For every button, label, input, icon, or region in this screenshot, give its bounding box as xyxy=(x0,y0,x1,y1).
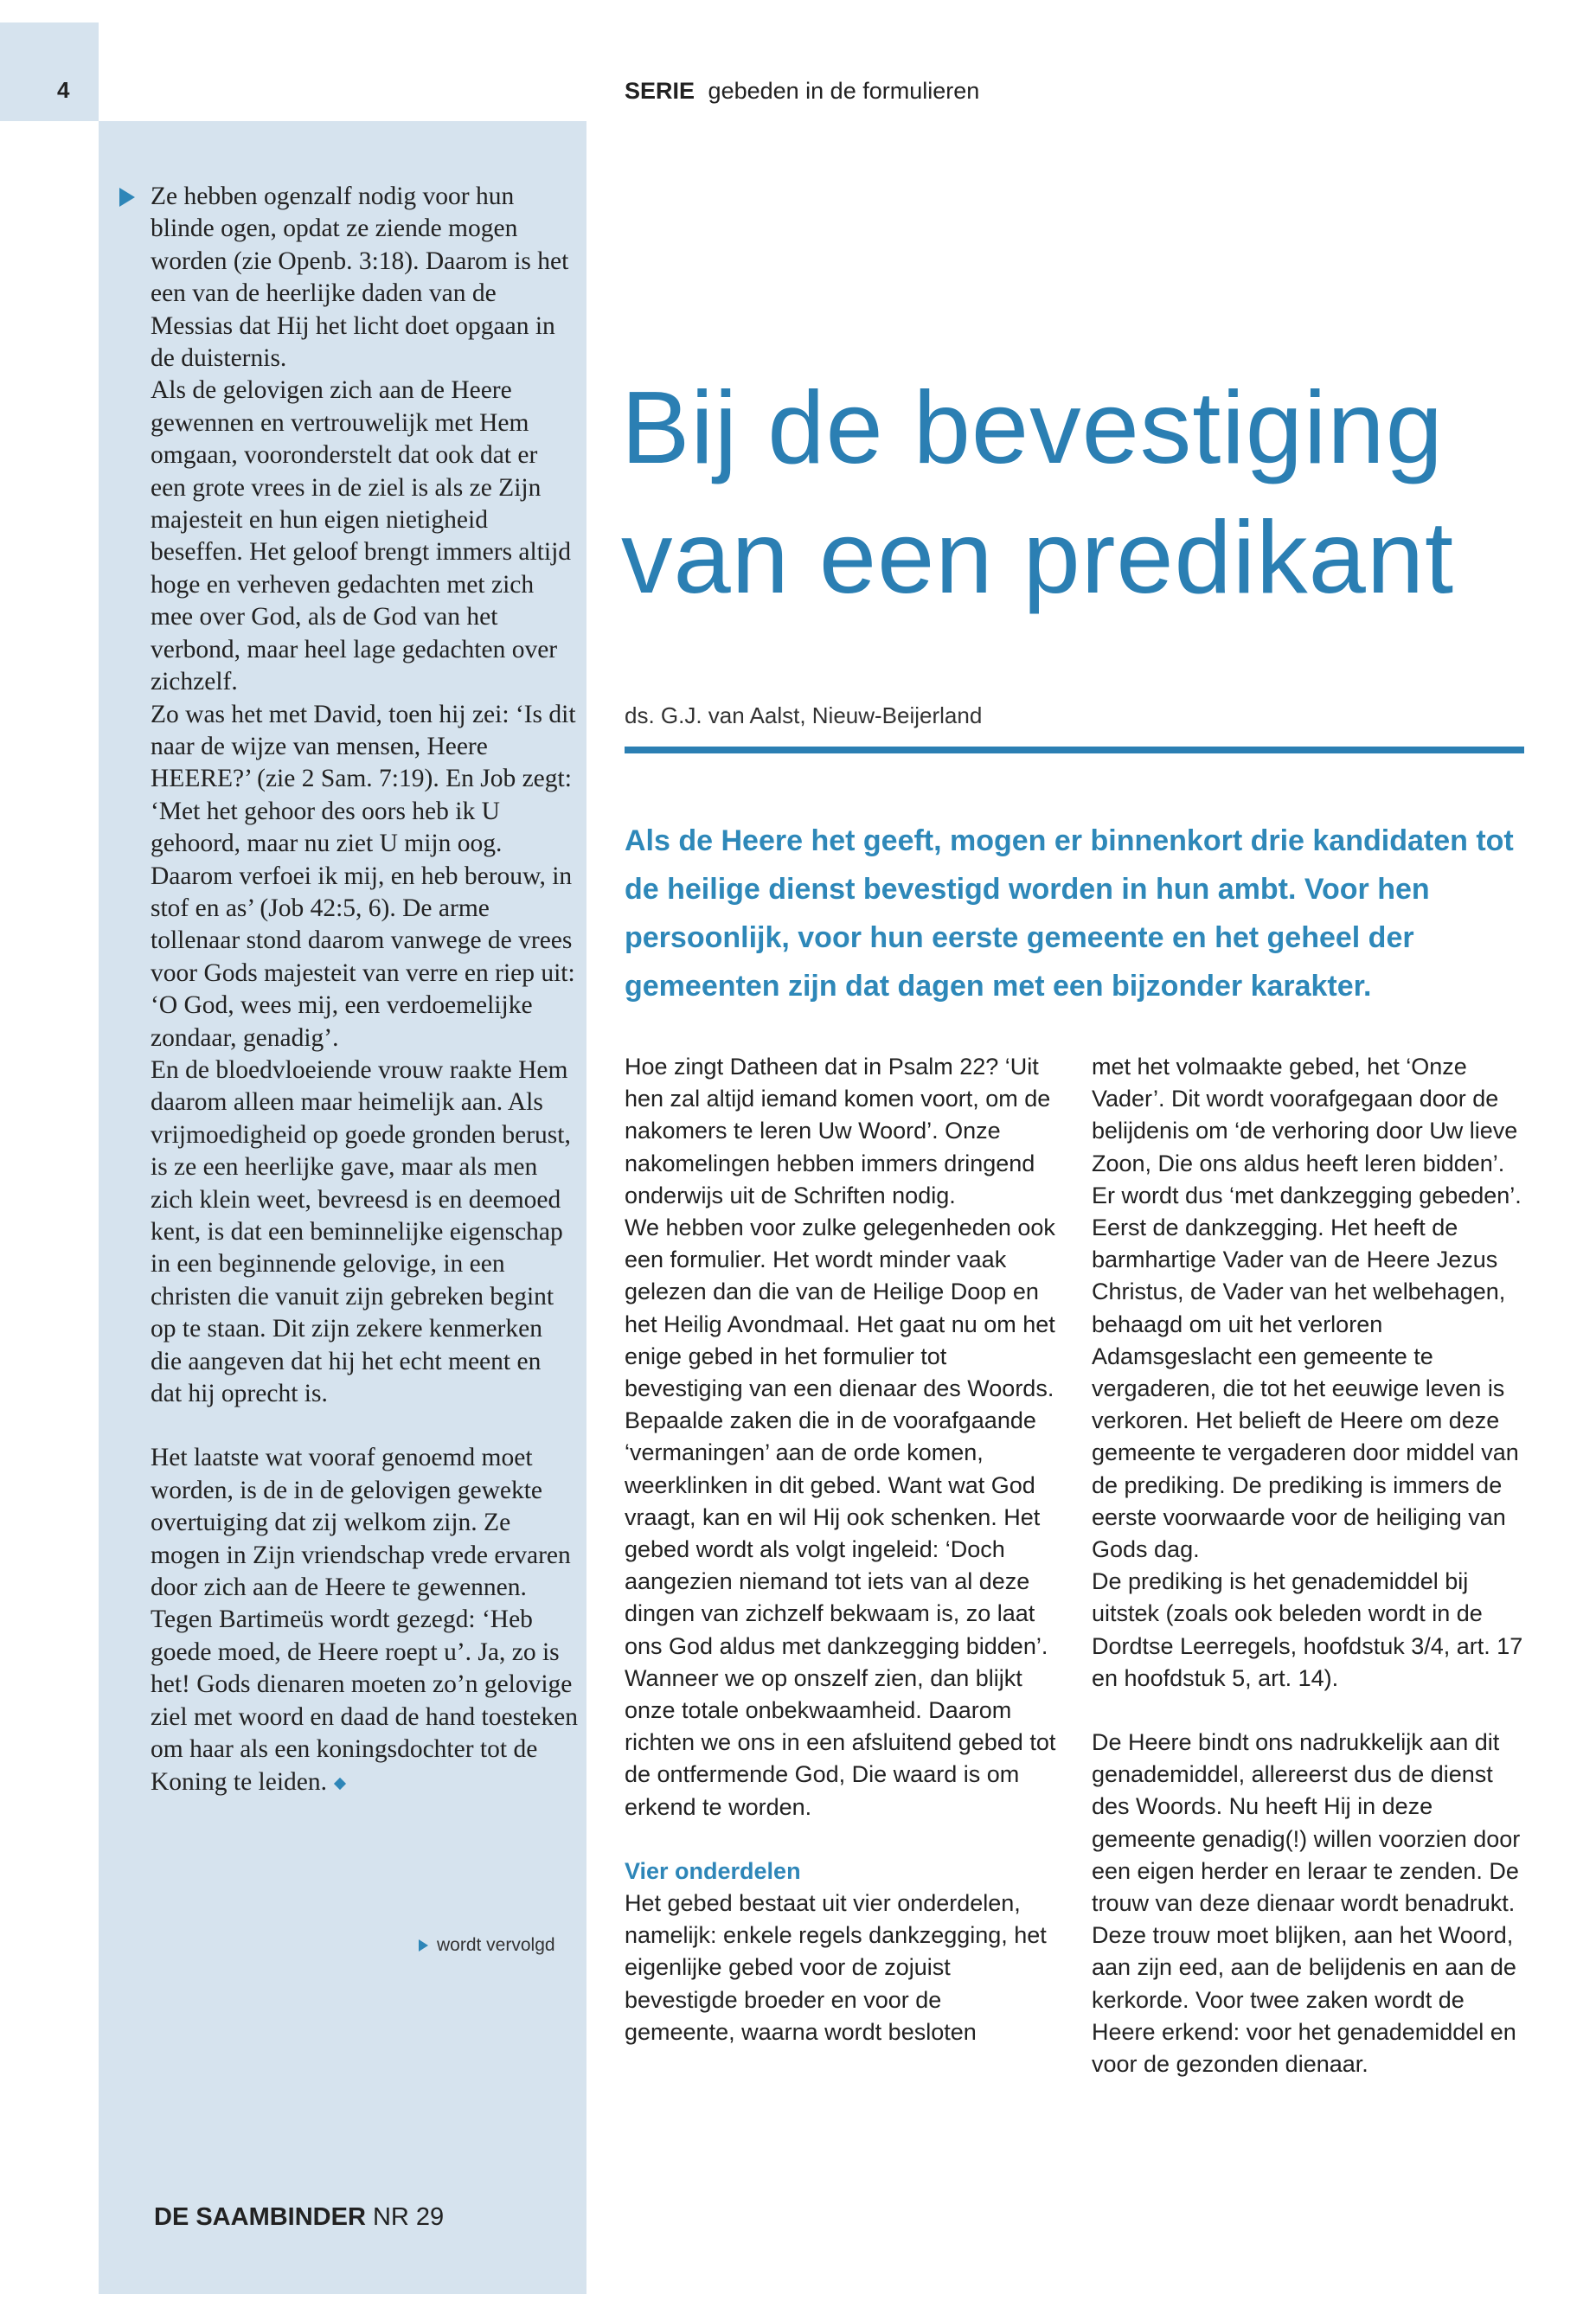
body-paragraph: Hoe zingt Datheen dat in Psalm 22? ‘Uit hen zal altijd iemand komen voort, om de nakomers te leren Uw Woord’. Onze nakomelingen hebben immers dringend onderwijs uit de Schriften nodig. xyxy=(625,1054,1051,1208)
sidebar-paragraph-text: Het laatste wat vooraf genoemd moet worden, is de in de gelovigen gewekte overtuiging dat zij welkom zijn. Ze mogen in Zijn vriendschap vrede ervaren door zich aan de Heere te gewennen. Tegen Bartimeüs wordt gezegd: ‘Heb goede moed, de Heere roept u’. Ja, zo is het! Gods dienaren moeten zo’n gelovige ziel met woord en daad de hand toesteken om haar als een koningsdochter tot de Koning te leiden. xyxy=(151,1444,578,1796)
body-paragraph: Het gebed bestaat uit vier onderdelen, namelijk: enkele regels dankzegging, het eigenlijke gebed voor de zojuist bevestigde broeder en voor de gemeente, waarna wordt besloten xyxy=(625,1890,1047,2045)
continued-label: wordt vervolgd xyxy=(437,1935,555,1955)
series-label: SERIE xyxy=(625,78,695,104)
body-column-2 xyxy=(1092,1051,1524,2080)
article-title xyxy=(621,363,1581,623)
body-paragraph: met het volmaakte gebed, het ‘Onze Vader’. Dit wordt voorafgegaan door de belijdenis om ‘de verhoring door Uw lieve Zoon, Die ons aldus heeft leren bidden’. xyxy=(1092,1054,1518,1176)
continued-note xyxy=(419,1933,555,1958)
body-paragraph: Bepaalde zaken die in de voorafgaande ‘vermaningen’ aan de orde komen, weerklinken in dit gebed. Want wat God vraagt, kan en wil Hij ook schenken. Het gebed wordt als volgt ingeleid: ‘Doch aangezien niemand tot iets van al deze dingen van zichzelf bekwaam is, zo laat ons God aldus met dankzegging bidden’. Wanneer we op onszelf zien, dan blijkt onze totale onbekwaamheid. Daarom richten we ons in een afsluitend gebed tot de ontfermende God, Die waard is om erkend te worden. xyxy=(625,1407,1056,1820)
sidebar-paragraph: Zo was het met David, toen hij zei: ‘Is dit naar de wijze van mensen, Heere HEERE?’ (zie 2 Sam. 7:19). En Job zegt: ‘Met het gehoor des oors heb ik U gehoord, maar nu ziet U mijn oog. Daarom verfoei ik mij, en heb berouw, in stof en as’ (Job 42:5, 6). De arme tollenaar stond daarom vanwege de vrees voor Gods majesteit van verre en riep uit: ‘O God, wees mij, een verdoemelijke zondaar, genadig’. xyxy=(151,700,576,1052)
sidebar-paragraph-last xyxy=(151,1442,578,1798)
issue-number: NR 29 xyxy=(372,2203,445,2231)
series-title: gebeden in de formulieren xyxy=(708,78,980,104)
body-paragraph: We hebben voor zulke gelegenheden ook een formulier. Het wordt minder vaak gelezen dan die van de Heilige Doop en het Heilig Avondmaal. Het gaat nu om het enige gebed in het formulier tot bevestiging van een dienaar des Woords. xyxy=(625,1215,1055,1402)
title-divider xyxy=(625,747,1524,753)
end-diamond-icon xyxy=(334,1778,346,1790)
lead-paragraph: Als de Heere het geeft, mogen er binnenkort drie kandidaten tot de heilige dienst bevestigd worden in hun ambt. Voor hen persoonlijk, voor hun eerste gemeente en het geheel der gemeenten zijn dat dagen met een bijzonder karakter. xyxy=(625,824,1514,1003)
sidebar-paragraph: Ze hebben ogenzalf nodig voor hun blinde ogen, opdat ze ziende mogen worden (zie Openb. 3:18). Daarom is het een van de heerlijke daden van de Messias dat Hij het licht doet opgaan in de duisternis. xyxy=(151,183,569,373)
continuation-triangle-icon xyxy=(119,188,135,207)
title-line-1: Bij de bevestiging xyxy=(621,370,1444,485)
magazine-footer xyxy=(154,2202,444,2233)
page-number: 4 xyxy=(57,77,70,103)
sidebar-text xyxy=(151,181,578,1798)
section-subheading: Vier onderdelen xyxy=(625,1857,801,1884)
sidebar-paragraph: En de bloedvloeiende vrouw raakte Hem daarom alleen maar heimelijk aan. Als vrijmoedigheid op goede gronden berust, is ze een heerlijke gave, maar als men zich klein weet, bevreesd is en deemoed kent, is dat een beminnelijke eigenschap in een beginnende gelovige, in een christen die vanuit zijn gebreken begint op te staan. Dit zijn zekere kenmerken die aangeven dat hij het echt meent en dat hij oprecht is. xyxy=(151,1055,571,1408)
body-paragraph: De Heere bindt ons nadrukkelijk aan dit genademiddel, allereerst dus de dienst des Woords. Nu heeft Hij in deze gemeente genadig(!) willen voorzien door een eigen herder en leraar te zenden. De trouw van deze dienaar wordt benadrukt. Deze trouw moet blijken, aan het Woord, aan zijn eed, aan de belijdenis en aan de kerkorde. Voor twee zaken wordt de Heere erkend: voor het genademiddel en voor de gezonden dienaar. xyxy=(1092,1729,1521,2078)
page-number-box xyxy=(0,22,99,121)
author-byline: ds. G.J. van Aalst, Nieuw-Beijerland xyxy=(625,702,983,728)
magazine-name: DE SAAMBINDER xyxy=(154,2203,366,2231)
body-paragraph: Er wordt dus ‘met dankzegging gebeden’. Eerst de dankzegging. Het heeft de barmhartige Vader van de Heere Jezus Christus, de Vader van het welbehagen, behaagd om uit het verloren Adamsgeslacht een gemeente te vergaderen, die tot het eeuwige leven is verkoren. Het belieft de Heere om deze gemeente te vergaderen door middel van de prediking. De prediking is immers de eerste voorwaarde voor de heiliging van Gods dag. xyxy=(1092,1182,1522,1563)
body-column-1 xyxy=(625,1051,1057,2048)
title-line-2: van een predikant xyxy=(621,500,1455,615)
sidebar-paragraph: Als de gelovigen zich aan de Heere gewennen en vertrouwelijk met Hem omgaan, vooronderstelt dat ook dat er een grote vrees in de ziel is als ze Zijn majesteit en hun eigen nietigheid beseffen. Het geloof brengt immers altijd hoge en verheven gedachten met zich mee over God, als de God van het verbond, maar heel lage gedachten over zichzelf. xyxy=(151,376,572,696)
series-header xyxy=(625,76,979,106)
body-paragraph: De prediking is het genademiddel bij uitstek (zoals ook beleden wordt in de Dordtse Leerregels, hoofdstuk 3/4, art. 17 en hoofdstuk 5, art. 14). xyxy=(1092,1568,1523,1691)
arrow-right-icon xyxy=(419,1939,428,1952)
